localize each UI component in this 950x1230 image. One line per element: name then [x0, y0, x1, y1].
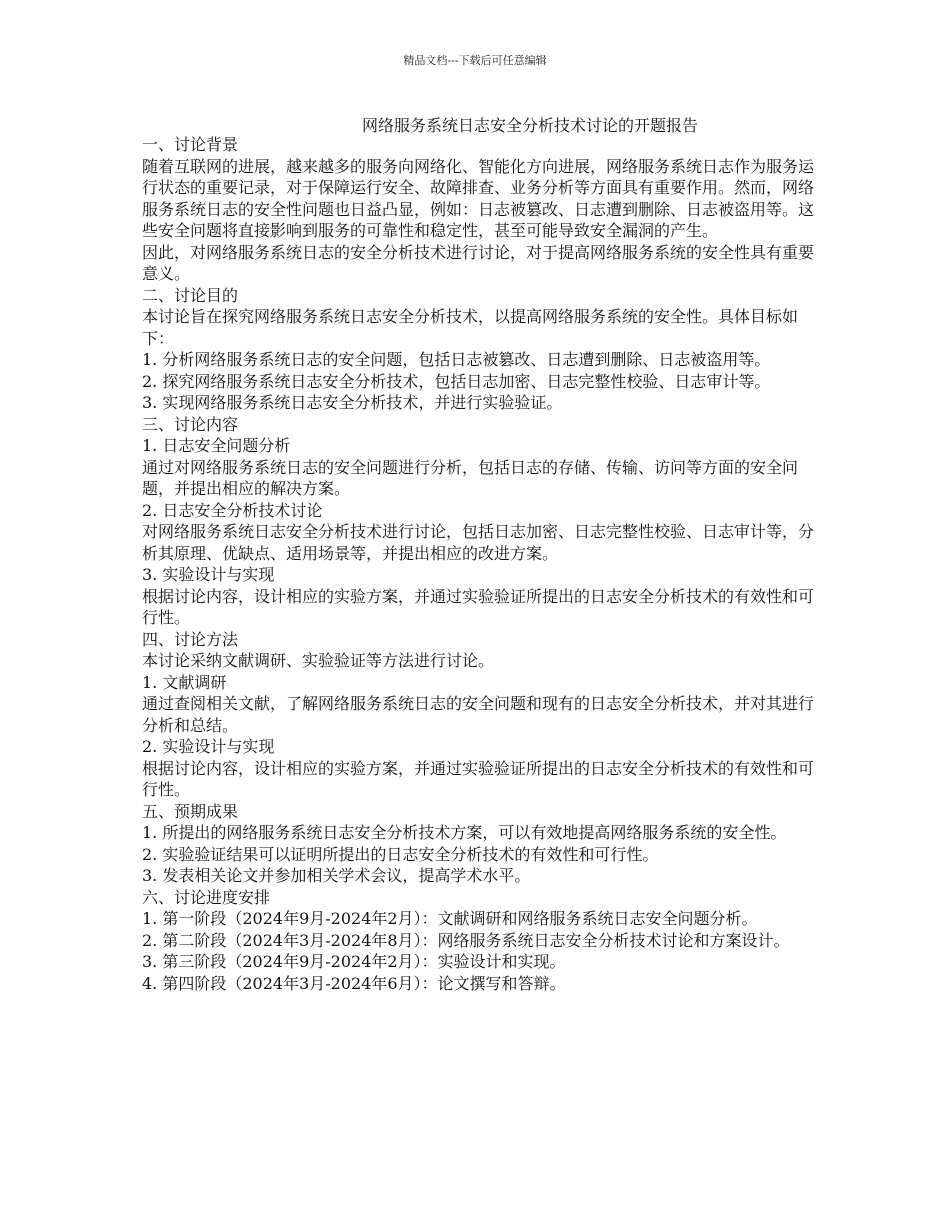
list-item: 2. 第二阶段（2024年3月-2024年8月）：网络服务系统日志安全分析技术讨论和方案设计。	[142, 930, 790, 950]
paragraph: 通过对网络服务系统日志的安全问题进行分析，包括日志的存储、传输、访问等方面的安全问题，并提出相应的解决方案。	[142, 457, 799, 498]
list-item: 2. 实验验证结果可以证明所提出的日志安全分析技术的有效性和可行性。	[142, 844, 659, 864]
section-heading-purpose: 二、讨论目的	[142, 285, 239, 305]
subheading: 1. 文献调研	[142, 672, 227, 692]
document-body	[142, 134, 817, 994]
subheading: 2. 实验设计与实现	[142, 737, 275, 756]
section-heading-schedule: 六、讨论进度安排	[142, 887, 271, 907]
subheading: 2. 日志安全分析技术讨论	[142, 500, 323, 520]
list-item: 4. 第四阶段（2024年3月-2024年6月）：论文撰写和答辩。	[142, 973, 566, 993]
page-header: 精品文档---下载后可任意编辑	[403, 54, 547, 67]
list-item: 1. 分析网络服务系统日志的安全问题，包括日志被篡改、日志遭到删除、日志被盗用等。	[142, 350, 771, 369]
paragraph: 对网络服务系统日志安全分析技术进行讨论，包括日志加密、日志完整性校验、日志审计等，分析其原理、优缺点、适用场景等，并提出相应的改进方案。	[142, 522, 815, 563]
paragraph-purpose: 本讨论旨在探究网络服务系统日志安全分析技术，以提高网络服务系统的安全性。具体目标如下：	[142, 307, 799, 348]
paragraph: 根据讨论内容，设计相应的实验方案，并通过实验验证所提出的日志安全分析技术的有效性和可行性。	[142, 758, 815, 799]
list-item: 3. 实现网络服务系统日志安全分析技术，并进行实验验证。	[142, 393, 563, 412]
list-item: 3. 第三阶段（2024年9月-2024年2月）：实验设计和实现。	[142, 952, 566, 971]
paragraph: 本讨论采纳文献调研、实验验证等方法进行讨论。	[142, 651, 495, 670]
list-item: 2. 探究网络服务系统日志安全分析技术，包括日志加密、日志完整性校验、日志审计等。	[142, 371, 771, 391]
paragraph: 根据讨论内容，设计相应的实验方案，并通过实验验证所提出的日志安全分析技术的有效性和可行性。	[142, 586, 815, 627]
paragraph: 通过查阅相关文献，了解网络服务系统日志的安全问题和现有的日志安全分析技术，并对其进行分析和总结。	[142, 694, 815, 735]
paragraph-background: 随着互联网的进展，越来越多的服务向网络化、智能化方向进展，网络服务系统日志作为服务运行状态的重要记录，对于保障运行安全、故障排查、业务分析等方面具有重要作用。然而，网络服务系统日志的安全性问题也日益凸显，例如：日志被篡改、日志遭到删除、日志被盗用等。这些安全问题将直接影响到服务的可靠性和稳定性，甚至可能导致安全漏洞的产生。	[142, 156, 815, 240]
section-heading-method: 四、讨论方法	[142, 629, 239, 649]
subheading: 1. 日志安全问题分析	[142, 436, 291, 455]
section-heading-background: 一、讨论背景	[142, 135, 239, 154]
paragraph-background-conclusion: 因此，对网络服务系统日志的安全分析技术进行讨论，对于提高网络服务系统的安全性具有重要意义。	[142, 242, 815, 283]
subheading: 3. 实验设计与实现	[142, 565, 275, 584]
list-item: 1. 第一阶段（2024年9月-2024年2月）：文献调研和网络服务系统日志安全问题分析。	[142, 909, 758, 928]
list-item: 1. 所提出的网络服务系统日志安全分析技术方案，可以有效地提高网络服务系统的安全性。	[142, 823, 787, 842]
document-title: 网络服务系统日志安全分析技术讨论的开题报告	[362, 116, 699, 135]
section-heading-results: 五、预期成果	[142, 801, 239, 821]
section-heading-content: 三、讨论内容	[142, 414, 239, 434]
list-item: 3. 发表相关论文并参加相关学术会议，提高学术水平。	[142, 866, 531, 885]
